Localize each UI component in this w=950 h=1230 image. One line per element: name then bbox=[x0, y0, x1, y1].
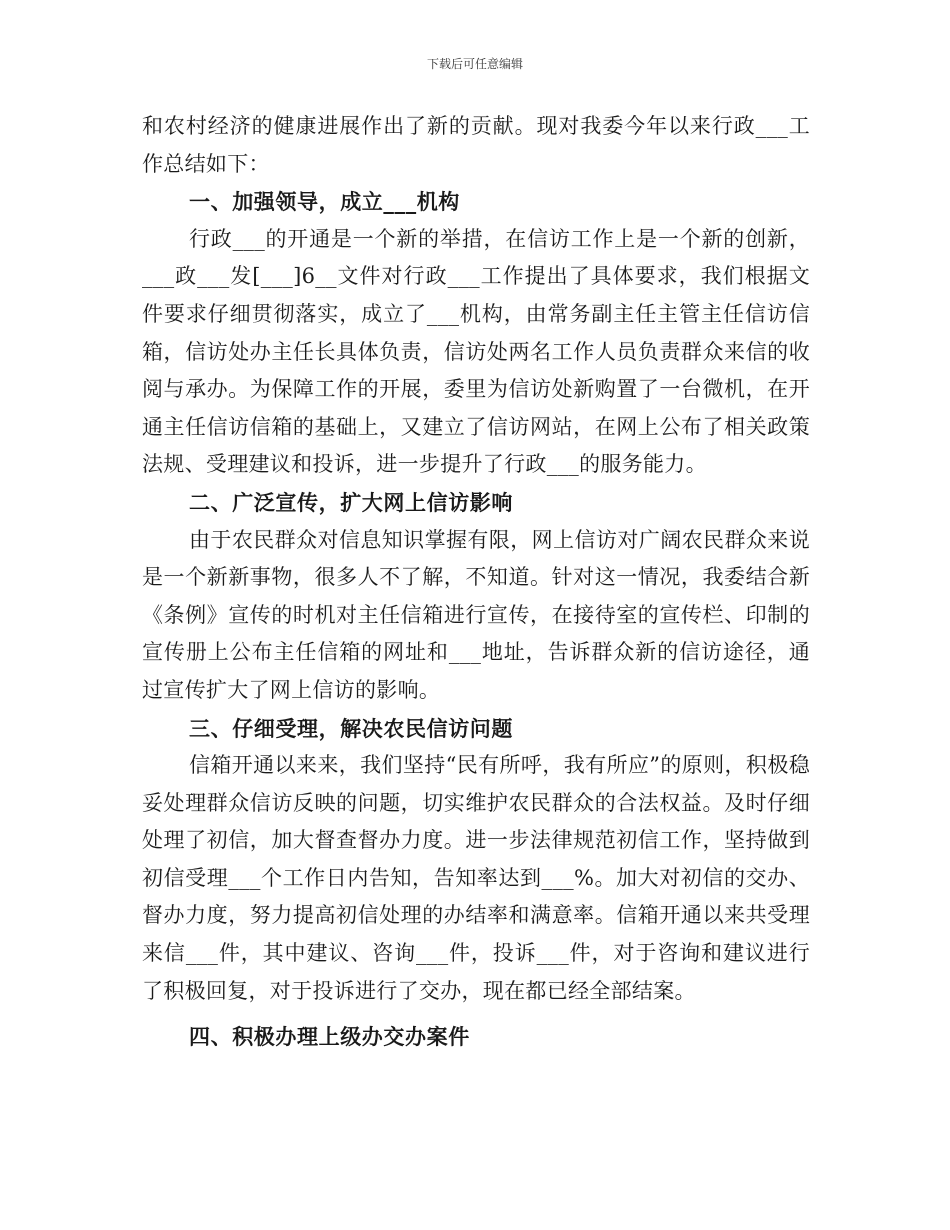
section-heading-4: 四、积极办理上级办交办案件 bbox=[189, 1024, 470, 1050]
page-header: 下载后可任意编辑 bbox=[426, 57, 523, 71]
paragraph-section-2: 由于农民群众对信息知识掌握有限，网上信访对广阔农民群众来说是一个新新事物，很多人不了解，不知道。针对这一情况，我委结合新《条例》宣传的时机对主任信箱进行宣传，在接待室的宣传栏、印制的宣传册上公布主任信箱的网址和___地址，告诉群众新的信访途径，通过宣传扩大了网上信访的影响。 bbox=[142, 527, 810, 702]
paragraph-intro: 和农村经济的健康进展作出了新的贡献。现对我委今年以来行政___工作总结如下： bbox=[142, 114, 810, 176]
section-heading-3: 三、仔细受理，解决农民信访问题 bbox=[189, 715, 513, 741]
paragraph-section-1: 行政___的开通是一个新的举措，在信访工作上是一个新的创新，___政___发[___]6__文件对行政___工作提出了具体要求，我们根据文件要求仔细贯彻落实，成立了___机构，由常务副主任主管主任信访信箱，信访处办主任长具体负责，信访处两名工作人员负责群众来信的收阅与承办。为保障工作的开展，委里为信访处新购置了一台微机，在开通主任信访信箱的基础上，又建立了信访网站，在网上公布了相关政策法规、受理建议和投诉，进一步提升了行政___的服务能力。 bbox=[142, 226, 810, 477]
section-heading-1: 一、加强领导，成立___机构 bbox=[189, 189, 460, 215]
paragraph-section-3: 信箱开通以来来，我们坚持“民有所呼，我有所应”的原则，积极稳妥处理群众信访反映的问题，切实维护农民群众的合法权益。及时仔细处理了初信，加大督查督办力度。进一步法律规范初信工作，坚持做到初信受理___个工作日内告知，告知率达到___%。加大对初信的交办、督办力度，努力提高初信处理的办结率和满意率。信箱开通以来共受理来信___件，其中建议、咨询___件，投诉___件，对于咨询和建议进行了积极回复，对于投诉进行了交办，现在都已经全部结案。 bbox=[142, 753, 810, 1003]
section-heading-2: 二、广泛宣传，扩大网上信访影响 bbox=[189, 489, 513, 515]
document-body bbox=[142, 108, 810, 1056]
